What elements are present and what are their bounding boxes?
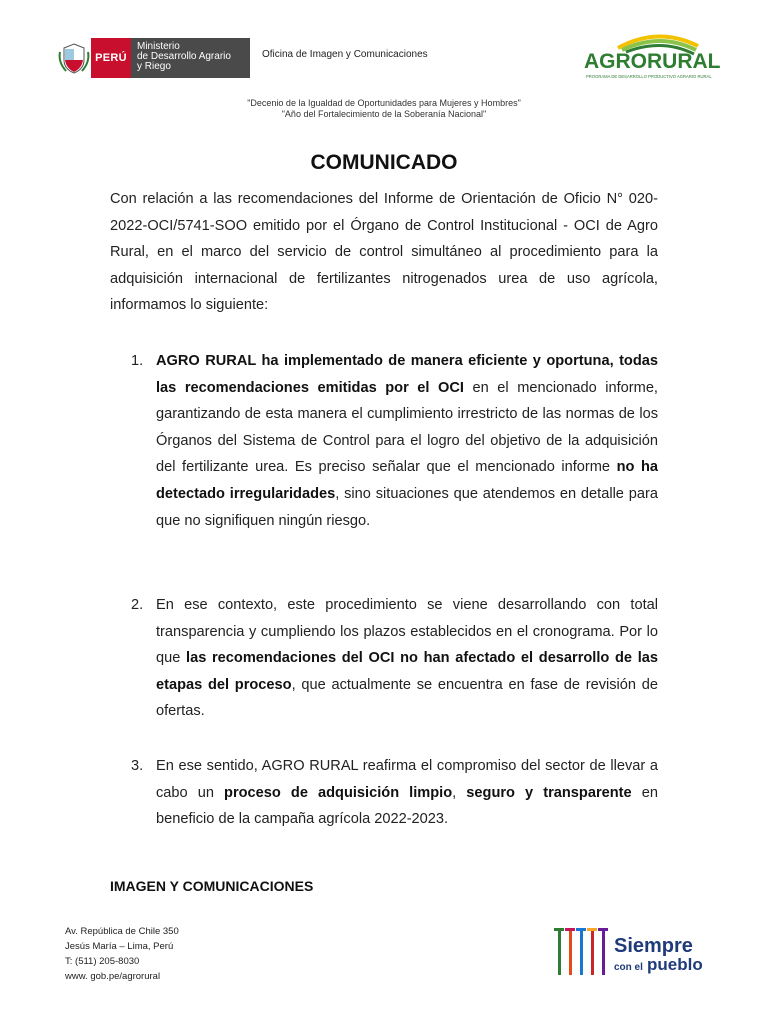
office-name: Oficina de Imagen y Comunicaciones: [262, 49, 428, 60]
list-item: En ese sentido, AGRO RURAL reafirma el compromiso del sector de llevar a cabo un proceso de adquisición limpio, seguro y transparente en beneficio de la campaña agrícola 2022-2023.: [156, 758, 658, 828]
svg-text:con el: con el: [614, 962, 643, 973]
intro-paragraph: Con relación a las recomendaciones del Informe de Orientación de Oficio N° 020-2022-OCI/5741-SOO emitido por el Órgano de Control Institucional - OCI de Agro Rural, en el marco del servicio de control simultáneo al procedimiento para la adquisición internacional de fertilizantes nitrogenados urea de uso agrícola, informamos lo siguiente:: [110, 191, 658, 314]
list-item: AGRO RURAL ha implementado de manera eficiente y oportuna, todas las recomendaciones emitidas por el OCI en el mencionado informe, garantizando de esta manera el cumplimiento irrestricto de las normas de los Órganos del Sistema de Control para el logro del objetivo de la adquisición del fertilizante urea. Es preciso señalar que el mencionado informe no ha detectado irregularidades, sino situaciones que atendemos en detalle para que no signifiquen ningún riesgo.: [156, 353, 658, 529]
government-logo: [57, 38, 250, 78]
page-title: COMUNICADO: [310, 151, 458, 174]
list-item-number: 3.: [131, 758, 144, 774]
svg-text:pueblo: pueblo: [647, 955, 703, 974]
list-item-number: 2.: [131, 597, 144, 613]
phone: T: (511) 205-8030: [65, 956, 140, 967]
svg-text:Siempre: Siempre: [614, 935, 693, 957]
svg-text:PROGRAMA DE DESARROLLO PRODUCT: PROGRAMA DE DESARROLLO PRODUCTIVO AGRARIO RURAL: [586, 74, 712, 79]
address-line: Av. República de Chile 350: [65, 926, 179, 937]
siempre-con-el-pueblo-logo: [552, 922, 712, 984]
list-item: En ese contexto, este procedimiento se viene desarrollando con total transparencia y cumpliendo los plazos establecidos en el cronograma. Por lo que las recomendaciones del OCI no han afectado el desarrollo de las etapas del proceso, que actualmente se encuentra en fase de revisión de ofertas.: [156, 597, 658, 720]
ministry-label: Ministerio de Desarrollo Agrario y Riego: [131, 38, 250, 78]
slogan-decade: "Decenio de la Igualdad de Oportunidades para Mujeres y Hombres": [247, 98, 521, 108]
address-line: Jesús María – Lima, Perú: [65, 941, 174, 952]
peru-label: PERÚ: [91, 38, 131, 78]
agrorural-logo: [578, 28, 721, 84]
figures-icon: [554, 928, 608, 975]
svg-text:AGRORURAL: AGRORURAL: [584, 50, 721, 73]
list-item-number: 1.: [131, 353, 144, 369]
signature: IMAGEN Y COMUNICACIONES: [110, 878, 314, 894]
footer-address: [65, 924, 179, 984]
peru-coat-of-arms-icon: [57, 38, 91, 78]
website-link[interactable]: www. gob.pe/agrorural: [65, 971, 161, 982]
slogan-year: "Año del Fortalecimiento de la Soberanía Nacional": [281, 109, 487, 119]
